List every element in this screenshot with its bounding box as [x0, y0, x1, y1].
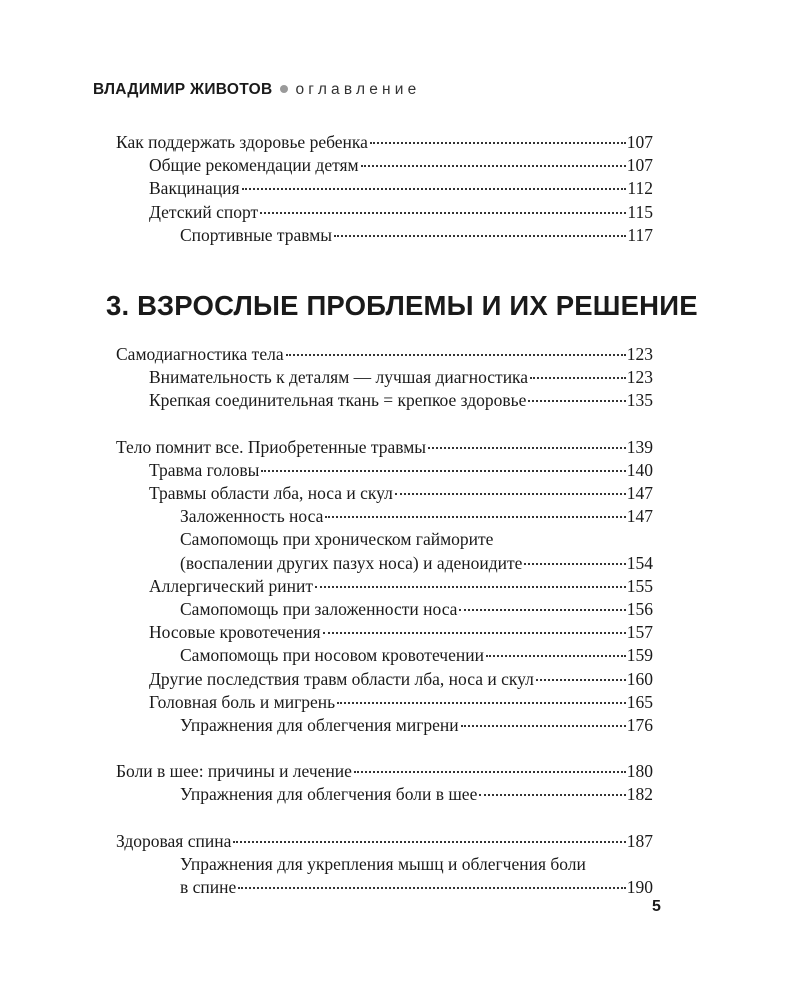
toc-entry[interactable]	[116, 343, 653, 366]
toc-entry-title-line1[interactable]: Самопомощь при хроническом гайморите	[180, 529, 494, 550]
toc-entry-page: 123	[626, 367, 653, 388]
dot-leader	[524, 563, 625, 565]
toc-entry-title: Вакцинация	[149, 178, 240, 199]
dot-leader	[530, 377, 626, 379]
dot-leader	[354, 771, 626, 773]
toc-entry[interactable]	[116, 552, 653, 575]
toc-entry-title: Аллергический ринит	[149, 575, 314, 596]
dot-leader	[528, 400, 625, 402]
dot-leader	[242, 188, 627, 190]
toc-entry-page: 154	[626, 552, 653, 573]
dot-leader	[286, 354, 626, 356]
toc-entry-title: Внимательность к деталям — лучшая диагностика	[149, 367, 529, 388]
toc-entry[interactable]	[116, 668, 653, 691]
toc-entry[interactable]	[116, 131, 653, 154]
toc-entry-page: 176	[626, 715, 653, 736]
toc-entry[interactable]	[116, 389, 653, 412]
header-bullet-icon	[280, 85, 288, 93]
toc-entry[interactable]	[116, 177, 653, 200]
toc-entry[interactable]	[116, 505, 653, 528]
dot-leader	[536, 679, 626, 681]
dot-leader	[323, 632, 626, 634]
toc-entry-title: Боли в шее: причины и лечение	[116, 761, 352, 782]
toc-entry-page: 117	[627, 224, 653, 245]
toc-entry-page: 155	[626, 575, 653, 596]
toc-entry-page: 159	[626, 645, 653, 666]
toc-entry-page: 140	[626, 459, 653, 480]
toc-entry[interactable]	[116, 783, 653, 806]
toc-entry-page: 182	[626, 784, 653, 805]
toc-entry-page: 135	[626, 390, 653, 411]
toc-entry-page: 160	[626, 668, 653, 689]
toc-entry-title: Упражнения для облегчения боли в шее	[180, 784, 478, 805]
toc-entry-page: 165	[626, 691, 653, 712]
toc-entry-page: 156	[626, 599, 653, 620]
dot-leader	[334, 235, 626, 237]
chapter-heading: 3. ВЗРОСЛЫЕ ПРОБЛЕМЫ И ИХ РЕШЕНИЕ	[106, 290, 698, 321]
toc-entry-title: в спине	[180, 877, 237, 898]
toc-entry-title: Самодиагностика тела	[116, 344, 284, 364]
toc-entry-title: Спортивные травмы	[180, 224, 333, 245]
toc-entry-title: Здоровая спина	[116, 830, 232, 851]
toc-entry[interactable]	[116, 224, 653, 247]
toc-entry-page: 115	[627, 201, 653, 222]
dot-leader	[325, 516, 625, 518]
toc-entry[interactable]	[116, 876, 653, 899]
spacer	[116, 737, 653, 760]
toc-entry-page: 180	[626, 761, 653, 782]
toc-entry[interactable]	[116, 201, 653, 224]
dot-leader	[428, 447, 626, 449]
toc-entry-page: 107	[626, 132, 653, 152]
toc-entry-page: 190	[626, 877, 653, 898]
toc-top-section	[116, 131, 653, 247]
spacer	[116, 807, 653, 830]
toc-entry[interactable]	[116, 691, 653, 714]
dot-leader	[479, 794, 625, 796]
toc-entry-page: 112	[627, 178, 653, 199]
toc-entry-title: Носовые кровотечения	[149, 622, 321, 643]
toc-entry-title: Крепкая соединительная ткань = крепкое здоровье	[149, 390, 527, 411]
dot-leader	[337, 702, 626, 704]
toc-entry-title: Упражнения для облегчения мигрени	[180, 715, 459, 736]
toc-entry[interactable]	[116, 598, 653, 621]
toc-entry[interactable]	[116, 621, 653, 644]
toc-entry-title: Самопомощь при заложенности носа	[180, 599, 458, 620]
toc-entry[interactable]	[116, 575, 653, 598]
dot-leader	[260, 212, 626, 214]
header-section: оглавление	[295, 81, 421, 98]
toc-main-section	[116, 343, 653, 899]
page-number: 5	[652, 898, 661, 915]
dot-leader	[233, 841, 625, 843]
toc-entry-title: Детский спорт	[149, 201, 259, 222]
dot-leader	[261, 470, 625, 472]
toc-entry[interactable]	[116, 644, 653, 667]
toc-entry-page: 123	[626, 344, 653, 364]
toc-entry-page: 107	[626, 155, 653, 176]
toc-entry[interactable]	[116, 366, 653, 389]
toc-entry-page: 147	[626, 506, 653, 527]
toc-entry-title: Другие последствия травм области лба, носа и скул	[149, 668, 534, 689]
running-header	[93, 80, 420, 100]
toc-entry[interactable]	[116, 714, 653, 737]
dot-leader	[238, 887, 625, 889]
toc-entry[interactable]	[116, 760, 653, 783]
spacer	[116, 413, 653, 436]
toc-entry[interactable]	[116, 830, 653, 853]
header-author: ВЛАДИМИР ЖИВОТОВ	[93, 81, 273, 98]
toc-entry[interactable]	[116, 436, 653, 459]
toc-entry-title-line1[interactable]: Упражнения для укрепления мышц и облегчения боли	[180, 853, 586, 874]
dot-leader	[459, 609, 625, 611]
toc-entry[interactable]	[116, 459, 653, 482]
toc-entry[interactable]	[116, 154, 653, 177]
toc-entry-page: 147	[626, 483, 653, 504]
toc-entry-title: Как поддержать здоровье ребенка	[116, 132, 368, 152]
toc-entry-title: Тело помнит все. Приобретенные травмы	[116, 436, 427, 457]
dot-leader	[486, 655, 626, 657]
toc-entry-title: Заложенность носа	[180, 506, 324, 527]
dot-leader	[395, 493, 626, 495]
toc-entry[interactable]	[116, 482, 653, 505]
toc-entry-title: Травма головы	[149, 459, 260, 480]
toc-entry-title: Общие рекомендации детям	[149, 155, 359, 176]
dot-leader	[370, 142, 626, 144]
dot-leader	[461, 725, 626, 727]
toc-entry-page: 187	[626, 830, 653, 851]
toc-entry-title: Головная боль и мигрень	[149, 691, 336, 712]
toc-entry-title: Самопомощь при носовом кровотечении	[180, 645, 484, 666]
toc-entry-page: 157	[626, 622, 653, 643]
dot-leader	[361, 165, 626, 167]
dot-leader	[315, 586, 626, 588]
toc-entry-page: 139	[626, 436, 653, 457]
toc-entry-title: Травмы области лба, носа и скул	[149, 483, 393, 504]
toc-entry-title: (воспалении других пазух носа) и аденоидите	[180, 552, 523, 573]
